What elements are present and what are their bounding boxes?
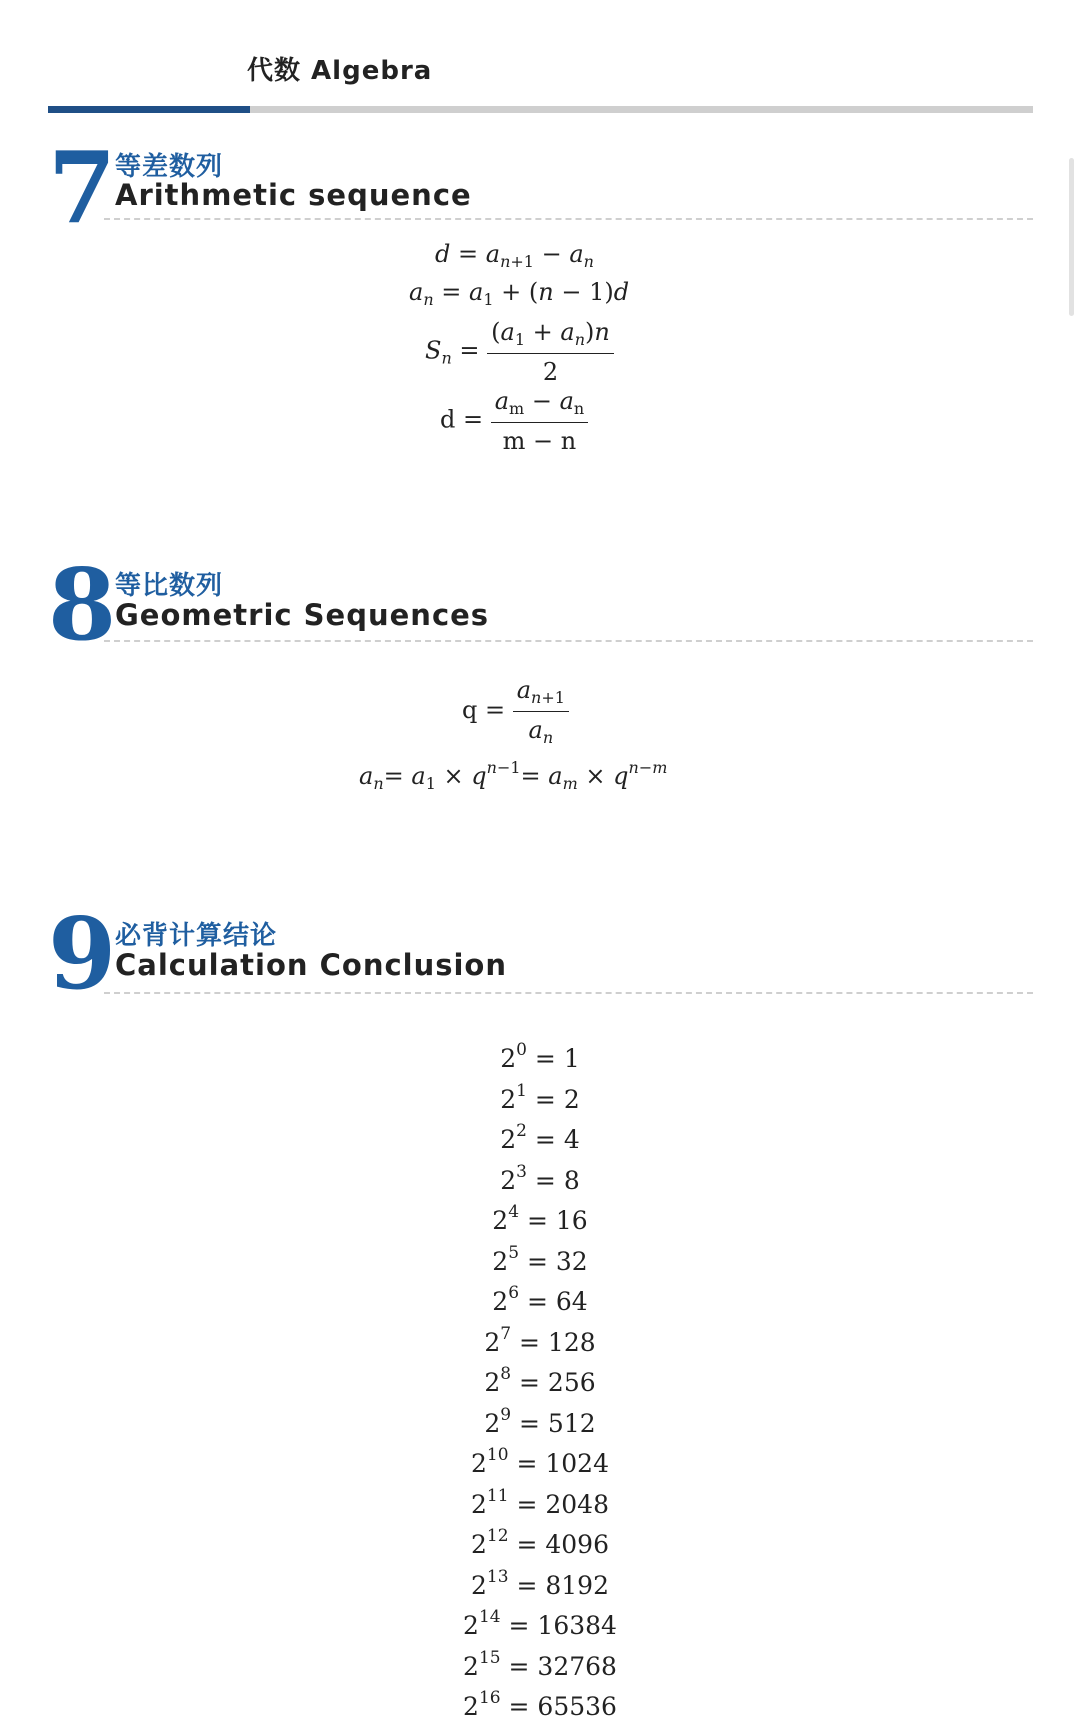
tab-indicator-active — [48, 106, 250, 113]
exponent: 10 — [486, 1445, 509, 1465]
formula-common-ratio: q = $\frac{a_{n+1}}{a_n}$ — [462, 676, 569, 747]
section-divider — [104, 640, 1033, 642]
formula-common-difference: $d = a_{n+1} - a_n$ — [435, 240, 594, 271]
formula-difference-from-terms: d = $\frac{a_m - a_n}{m - n}$ — [440, 387, 588, 455]
page-title: 代数 Algebra — [247, 56, 433, 86]
exponent: 0 — [516, 1040, 527, 1060]
power-value: = 32 — [519, 1246, 588, 1276]
section-title-cn: 等差数列 — [115, 152, 224, 182]
section-number-7: 7 — [48, 131, 117, 246]
formula-nth-term: $a_n = a_1 + (n - 1)d$ — [409, 278, 630, 309]
power-value: = 1024 — [508, 1449, 609, 1478]
exponent: 3 — [516, 1161, 527, 1182]
power-value: = 16384 — [500, 1611, 617, 1640]
power-of-two-row: $2^4 = 16$ — [492, 1202, 588, 1235]
power-of-two-row: $2^6 = 64$ — [492, 1283, 588, 1316]
formula-sum: $S_n$ = $\frac{(a_1 + a_n)n}{2}$ — [425, 318, 614, 386]
exponent: 9 — [500, 1404, 512, 1425]
formula-geometric-nth-term: $a_n= a_1 \times q^{n-1}= a_m \times q^{n-m}$ — [359, 758, 668, 793]
exponent: 14 — [478, 1607, 501, 1627]
power-value: = 4 — [526, 1125, 580, 1154]
section-title-en: Geometric Sequences — [115, 598, 490, 632]
power-value: = 1 — [526, 1044, 580, 1073]
power-of-two-row: $2^2 = 4$ — [500, 1121, 580, 1154]
section-divider — [104, 218, 1033, 220]
power-of-two-row: $2^5 = 32$ — [492, 1242, 588, 1276]
power-of-two-row: $2^{15} = 32768$ — [463, 1647, 617, 1681]
section-title-en: Arithmetic sequence — [115, 178, 472, 212]
power-of-two-row: $2^{10} = 1024$ — [470, 1445, 609, 1478]
exponent: 16 — [478, 1688, 501, 1708]
section-title-cn: 必背计算结论 — [115, 921, 278, 951]
power-value: = 8192 — [508, 1570, 609, 1600]
power-of-two-row: $2^{13} = 8192$ — [470, 1566, 609, 1600]
power-of-two-row: $2^7 = 128$ — [484, 1323, 596, 1357]
exponent: 4 — [508, 1202, 520, 1222]
power-value: = 2 — [526, 1084, 580, 1114]
power-of-two-row: $2^{16} = 65536$ — [463, 1688, 617, 1721]
power-value: = 128 — [511, 1327, 596, 1357]
powers-of-two-list — [0, 1030, 1080, 1719]
power-value: = 256 — [511, 1368, 596, 1397]
power-of-two-row: $2^{12} = 4096$ — [470, 1526, 609, 1559]
exponent: 5 — [508, 1242, 520, 1263]
section-number-9: 9 — [48, 897, 117, 1012]
power-of-two-row: $2^{11} = 2048$ — [470, 1485, 609, 1519]
exponent: 8 — [500, 1364, 512, 1384]
power-of-two-row: $2^8 = 256$ — [484, 1364, 596, 1397]
power-value: = 8 — [526, 1165, 580, 1195]
exponent: 12 — [486, 1526, 509, 1546]
power-of-two-row: $2^9 = 512$ — [484, 1404, 596, 1438]
power-value: = 65536 — [500, 1692, 617, 1721]
exponent: 15 — [478, 1647, 501, 1668]
power-of-two-row: $2^1 = 2$ — [500, 1080, 580, 1114]
section-title-cn: 等比数列 — [115, 571, 224, 601]
power-value: = 16 — [519, 1206, 588, 1235]
power-value: = 2048 — [508, 1489, 609, 1519]
power-value: = 4096 — [508, 1530, 609, 1559]
section-title-en: Calculation Conclusion — [115, 948, 508, 982]
power-of-two-row: $2^{14} = 16384$ — [463, 1607, 617, 1640]
power-value: = 512 — [511, 1408, 596, 1438]
exponent: 7 — [500, 1323, 512, 1344]
section-divider — [104, 992, 1033, 994]
exponent: 6 — [508, 1283, 520, 1303]
power-of-two-row: $2^3 = 8$ — [500, 1161, 580, 1195]
exponent: 11 — [486, 1485, 509, 1506]
tab-indicator-track — [48, 106, 1033, 113]
scrollbar[interactable] — [1069, 158, 1074, 316]
section-number-8: 8 — [48, 548, 117, 663]
exponent: 1 — [516, 1080, 527, 1101]
exponent: 13 — [486, 1566, 509, 1587]
power-value: = 32768 — [500, 1651, 617, 1681]
power-of-two-row: $2^0 = 1$ — [500, 1040, 580, 1073]
exponent: 2 — [516, 1121, 527, 1141]
power-value: = 64 — [519, 1287, 588, 1316]
